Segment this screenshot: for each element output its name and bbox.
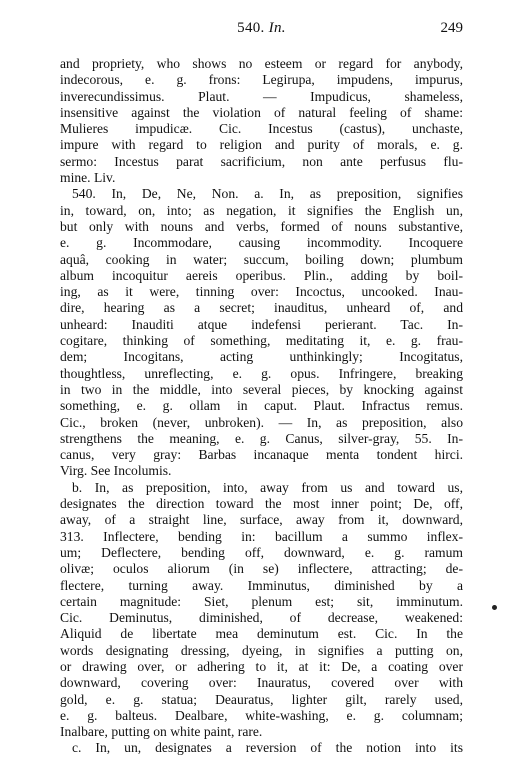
text-line: certain magnitude: Siet, plenum est; sit, imminutum. xyxy=(60,593,463,609)
text-line: downward, covering over: Inauratus, covered over with xyxy=(60,675,463,691)
text-line: in, toward, on, into; as negation, it signifies the English un, xyxy=(60,202,463,218)
text-line: and propriety, who shows no esteem or regard for anybody, xyxy=(60,56,463,71)
text-line: inverecundissimus. Plaut. — Impudicus, shameless, xyxy=(60,88,463,104)
page-header xyxy=(60,20,463,42)
text-line: indecorous, e. g. frons: Legirupa, impudens, impurus, xyxy=(60,72,463,88)
text-line: or drawing over, or adhering to it, at it: De, a coating over xyxy=(60,658,463,674)
text-line: in two in the middle, into several pieces, by knocking against xyxy=(60,381,463,397)
text-line: designates the direction toward the most inner point; De, off, xyxy=(60,496,463,512)
running-head-number: 540. xyxy=(237,20,265,36)
text-line: flectere, turning away. Imminutus, diminished by a xyxy=(60,577,463,593)
text-line: aquâ, cooking in water; succum, boiling down; plumbum xyxy=(60,251,463,267)
text-line: unheard: Inauditi atque indefensi perierant. Tac. In- xyxy=(60,316,463,332)
text-line: thoughtless, unreflecting, e. g. opus. Infringere, breaking xyxy=(60,365,463,381)
text-line: dem; Incogitans, acting unthinkingly; Incogitatus, xyxy=(60,349,463,365)
text-line: but only with nouns and verbs, formed of nouns substantive, xyxy=(60,218,463,234)
text-line: Virg. See Incolumis. xyxy=(60,463,172,479)
text-line: dire, hearing as a secret; inauditus, unheard of, and xyxy=(60,300,463,316)
text-line: canus, very gray: Barbas incanaque menta tondent hirci. xyxy=(60,447,463,463)
text-line: mine. Liv. xyxy=(60,170,116,186)
text-line: sermo: Incestus parat sacrificium, non ante perfusus flu- xyxy=(60,153,463,169)
text-line: ing, as it were, tinning over: Incoctus, uncooked. Inau- xyxy=(60,284,463,300)
text-line: Cic., broken (never, unbroken). — In, as preposition, also xyxy=(60,414,463,430)
text-line: Aliquid de libertate mea deminutum est. Cic. In the xyxy=(60,626,463,642)
text-line: e. g. Incommodare, causing incommodity. Incoquere xyxy=(60,235,463,251)
text-line: 313. Inflectere, bending in: bacillum a summo inflex- xyxy=(60,528,463,544)
text-line: insensitive against the violation of natural feeling of shame: xyxy=(60,104,463,120)
text-line: Cic. Deminutus, diminished, of decrease, weakened: xyxy=(60,610,463,626)
text-line: something, e. g. ollam in caput. Plaut. Infractus remus. xyxy=(60,398,463,414)
text-line: 540. In, De, Ne, Non. a. In, as preposition, signifies xyxy=(72,186,463,202)
ink-dot xyxy=(492,605,497,610)
running-head xyxy=(60,20,463,37)
text-line: c. In, un, designates a reversion of the notion into its xyxy=(72,740,463,756)
text-line: e. g. balteus. Dealbare, white-washing, e. g. columnam; xyxy=(60,707,463,723)
text-line: b. In, as preposition, into, away from us and toward us, xyxy=(72,479,463,495)
text-line: album incoquitur aereis operibus. Plin., adding by boil- xyxy=(60,267,463,283)
text-line: cogitare, thinking of something, meditating it, e. g. frau- xyxy=(60,333,463,349)
running-head-word: In. xyxy=(268,20,286,36)
text-line: words designating dressing, dyeing, in signifies a putting on, xyxy=(60,642,463,658)
text-line: um; Deflectere, bending off, downward, e. g. ramum xyxy=(60,544,463,560)
body-text xyxy=(60,56,463,757)
text-line: olivæ; oculos aliorum (in se) inflectere, attracting; de- xyxy=(60,561,463,577)
page-number: 249 xyxy=(440,20,463,36)
text-line: gold, e. g. statua; Deauratus, lighter gilt, rarely used, xyxy=(60,691,463,707)
text-line: strengthens the meaning, e. g. Canus, silver-gray, 55. In- xyxy=(60,430,463,446)
text-line: Mulieres impudicæ. Cic. Incestus (castus), unchaste, xyxy=(60,121,463,137)
book-page xyxy=(60,20,463,757)
text-line: Inalbare, putting on white paint, rare. xyxy=(60,724,263,740)
text-line: impure with regard to religion and purity of morals, e. g. xyxy=(60,137,463,153)
text-line: away, of a straight line, surface, away from it, downward, xyxy=(60,512,463,528)
